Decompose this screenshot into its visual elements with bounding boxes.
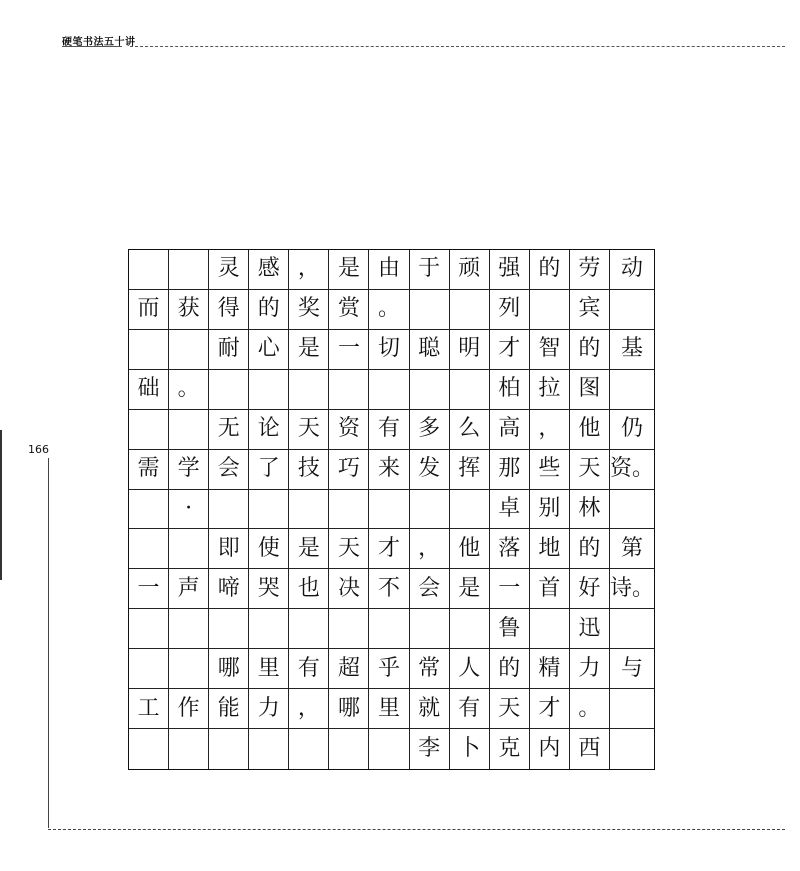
grid-cell <box>129 529 169 569</box>
grid-cell: 即 <box>209 529 249 569</box>
grid-cell <box>530 609 570 649</box>
grid-cell <box>369 490 409 530</box>
grid-cell: 那 <box>490 450 530 490</box>
grid-cell: 作 <box>169 689 209 729</box>
grid-cell: 才 <box>530 689 570 729</box>
grid-cell <box>329 370 369 410</box>
grid-cell: 超 <box>329 649 369 689</box>
grid-cell: 里 <box>369 689 409 729</box>
grid-cell <box>209 609 249 649</box>
grid-cell: 内 <box>530 729 570 769</box>
grid-cell: 巧 <box>329 450 369 490</box>
grid-cell: 资。 <box>610 450 654 490</box>
grid-cell: ， <box>289 250 329 290</box>
grid-cell <box>369 729 409 769</box>
grid-cell: 而 <box>129 290 169 330</box>
grid-cell: 首 <box>530 569 570 609</box>
grid-cell: 资 <box>329 410 369 450</box>
grid-cell <box>410 609 450 649</box>
grid-cell: 耐 <box>209 330 249 370</box>
grid-cell: 有 <box>289 649 329 689</box>
grid-cell: 一 <box>490 569 530 609</box>
grid-cell <box>129 609 169 649</box>
grid-cell: 他 <box>450 529 490 569</box>
grid-cell: 奖 <box>289 290 329 330</box>
grid-cell <box>450 290 490 330</box>
grid-cell: 啼 <box>209 569 249 609</box>
grid-cell <box>530 290 570 330</box>
grid-cell: 多 <box>410 410 450 450</box>
grid-cell: 感 <box>249 250 289 290</box>
grid-cell: 赏 <box>329 290 369 330</box>
grid-cell: 是 <box>289 529 329 569</box>
grid-cell: 工 <box>129 689 169 729</box>
grid-cell: 第 <box>610 529 654 569</box>
grid-cell: 落 <box>490 529 530 569</box>
grid-cell: 宾 <box>570 290 610 330</box>
page-frame-bottom <box>48 829 785 830</box>
grid-cell: 技 <box>289 450 329 490</box>
grid-cell <box>610 490 654 530</box>
grid-cell: 乎 <box>369 649 409 689</box>
grid-cell: 灵 <box>209 250 249 290</box>
grid-cell <box>129 330 169 370</box>
grid-cell <box>169 410 209 450</box>
grid-cell: 柏 <box>490 370 530 410</box>
grid-cell: 哭 <box>249 569 289 609</box>
grid-cell <box>129 649 169 689</box>
grid-cell: 图 <box>570 370 610 410</box>
grid-cell: 迅 <box>570 609 610 649</box>
page-frame-vertical <box>48 458 49 828</box>
grid-cell: ， <box>530 410 570 450</box>
grid-cell: 的 <box>570 330 610 370</box>
grid-cell <box>610 290 654 330</box>
grid-cell <box>289 729 329 769</box>
grid-cell <box>169 729 209 769</box>
grid-cell <box>169 649 209 689</box>
grid-cell: 劳 <box>570 250 610 290</box>
grid-cell: 获 <box>169 290 209 330</box>
grid-cell: 发 <box>410 450 450 490</box>
grid-cell: 的 <box>570 529 610 569</box>
grid-cell: 哪 <box>209 649 249 689</box>
grid-cell: 也 <box>289 569 329 609</box>
grid-cell: 挥 <box>450 450 490 490</box>
grid-cell: 不 <box>369 569 409 609</box>
grid-cell: 天 <box>289 410 329 450</box>
grid-cell <box>289 490 329 530</box>
calligraphy-practice-grid <box>128 249 655 770</box>
grid-cell <box>209 370 249 410</box>
grid-cell: 。 <box>570 689 610 729</box>
grid-cell: 是 <box>289 330 329 370</box>
grid-cell: 精 <box>530 649 570 689</box>
grid-cell: 地 <box>530 529 570 569</box>
grid-cell: 础 <box>129 370 169 410</box>
grid-cell: 明 <box>450 330 490 370</box>
grid-cell <box>610 689 654 729</box>
grid-cell: 顽 <box>450 250 490 290</box>
grid-cell: 于 <box>410 250 450 290</box>
grid-cell: 才 <box>490 330 530 370</box>
grid-cell: 的 <box>490 649 530 689</box>
grid-cell: 就 <box>410 689 450 729</box>
grid-cell <box>129 729 169 769</box>
grid-cell: 一 <box>329 330 369 370</box>
grid-cell: 力 <box>570 649 610 689</box>
grid-cell: 人 <box>450 649 490 689</box>
grid-cell: 天 <box>329 529 369 569</box>
grid-cell <box>249 609 289 649</box>
grid-cell: 会 <box>209 450 249 490</box>
grid-cell: 高 <box>490 410 530 450</box>
grid-cell: 基 <box>610 330 654 370</box>
grid-cell: 有 <box>450 689 490 729</box>
grid-cell: 是 <box>450 569 490 609</box>
grid-cell: 别 <box>530 490 570 530</box>
grid-cell <box>169 609 209 649</box>
header-rule <box>130 46 785 47</box>
grid-cell: 好 <box>570 569 610 609</box>
grid-cell <box>610 370 654 410</box>
grid-cell <box>209 490 249 530</box>
grid-cell: ， <box>289 689 329 729</box>
grid-cell: 。 <box>369 290 409 330</box>
grid-cell: 林 <box>570 490 610 530</box>
grid-cell <box>169 330 209 370</box>
grid-cell <box>329 490 369 530</box>
grid-cell: 与 <box>610 649 654 689</box>
grid-cell: 的 <box>249 290 289 330</box>
grid-cell <box>249 370 289 410</box>
grid-cell: 么 <box>450 410 490 450</box>
grid-cell <box>369 609 409 649</box>
grid-cell <box>610 729 654 769</box>
grid-cell <box>129 490 169 530</box>
grid-cell: 心 <box>249 330 289 370</box>
grid-cell: 力 <box>249 689 289 729</box>
grid-cell: 李 <box>410 729 450 769</box>
grid-cell <box>329 609 369 649</box>
grid-cell: 了 <box>249 450 289 490</box>
grid-cell <box>209 729 249 769</box>
grid-cell: 是 <box>329 250 369 290</box>
grid-cell <box>410 490 450 530</box>
grid-cell <box>610 609 654 649</box>
grid-cell: 切 <box>369 330 409 370</box>
grid-cell: 鲁 <box>490 609 530 649</box>
grid-cell: 强 <box>490 250 530 290</box>
grid-cell: 的 <box>530 250 570 290</box>
grid-cell: 需 <box>129 450 169 490</box>
grid-cell <box>289 370 329 410</box>
grid-cell: 哪 <box>329 689 369 729</box>
grid-cell: 智 <box>530 330 570 370</box>
grid-cell: 有 <box>369 410 409 450</box>
grid-cell: 得 <box>209 290 249 330</box>
grid-cell: 西 <box>570 729 610 769</box>
grid-cell: 克 <box>490 729 530 769</box>
grid-cell <box>369 370 409 410</box>
grid-cell: 天 <box>490 689 530 729</box>
grid-cell: 决 <box>329 569 369 609</box>
grid-cell: 才 <box>369 529 409 569</box>
grid-cell <box>249 490 289 530</box>
grid-cell: · <box>169 490 209 530</box>
grid-cell: 一 <box>129 569 169 609</box>
grid-cell: 无 <box>209 410 249 450</box>
grid-cell: 些 <box>530 450 570 490</box>
grid-cell: 会 <box>410 569 450 609</box>
grid-cell: ， <box>410 529 450 569</box>
grid-cell: 能 <box>209 689 249 729</box>
grid-cell: 由 <box>369 250 409 290</box>
grid-cell: 常 <box>410 649 450 689</box>
grid-cell <box>129 250 169 290</box>
grid-cell: 诗。 <box>610 569 654 609</box>
grid-cell <box>289 609 329 649</box>
grid-cell: 学 <box>169 450 209 490</box>
page-number: 166 <box>28 443 49 456</box>
grid-cell: 论 <box>249 410 289 450</box>
grid-cell: 使 <box>249 529 289 569</box>
grid-cell: 聪 <box>410 330 450 370</box>
grid-cell: 列 <box>490 290 530 330</box>
running-header-title: 硬笔书法五十讲 <box>62 37 136 48</box>
grid-cell: 拉 <box>530 370 570 410</box>
grid-cell <box>249 729 289 769</box>
grid-cell <box>169 529 209 569</box>
grid-cell <box>450 490 490 530</box>
grid-cell <box>329 729 369 769</box>
grid-cell: 动 <box>610 250 654 290</box>
grid-cell: 。 <box>169 370 209 410</box>
grid-cell: 他 <box>570 410 610 450</box>
grid-cell: 声 <box>169 569 209 609</box>
grid-cell: 卜 <box>450 729 490 769</box>
page-edge-bar <box>0 430 2 580</box>
grid-cell: 卓 <box>490 490 530 530</box>
grid-cell <box>450 609 490 649</box>
grid-cell <box>410 370 450 410</box>
grid-cell: 来 <box>369 450 409 490</box>
header-rule-left <box>62 46 122 47</box>
grid-cell <box>450 370 490 410</box>
grid-cell: 仍 <box>610 410 654 450</box>
grid-cell: 天 <box>570 450 610 490</box>
grid-cell <box>410 290 450 330</box>
grid-cell <box>169 250 209 290</box>
grid-cell <box>129 410 169 450</box>
grid-cell: 里 <box>249 649 289 689</box>
